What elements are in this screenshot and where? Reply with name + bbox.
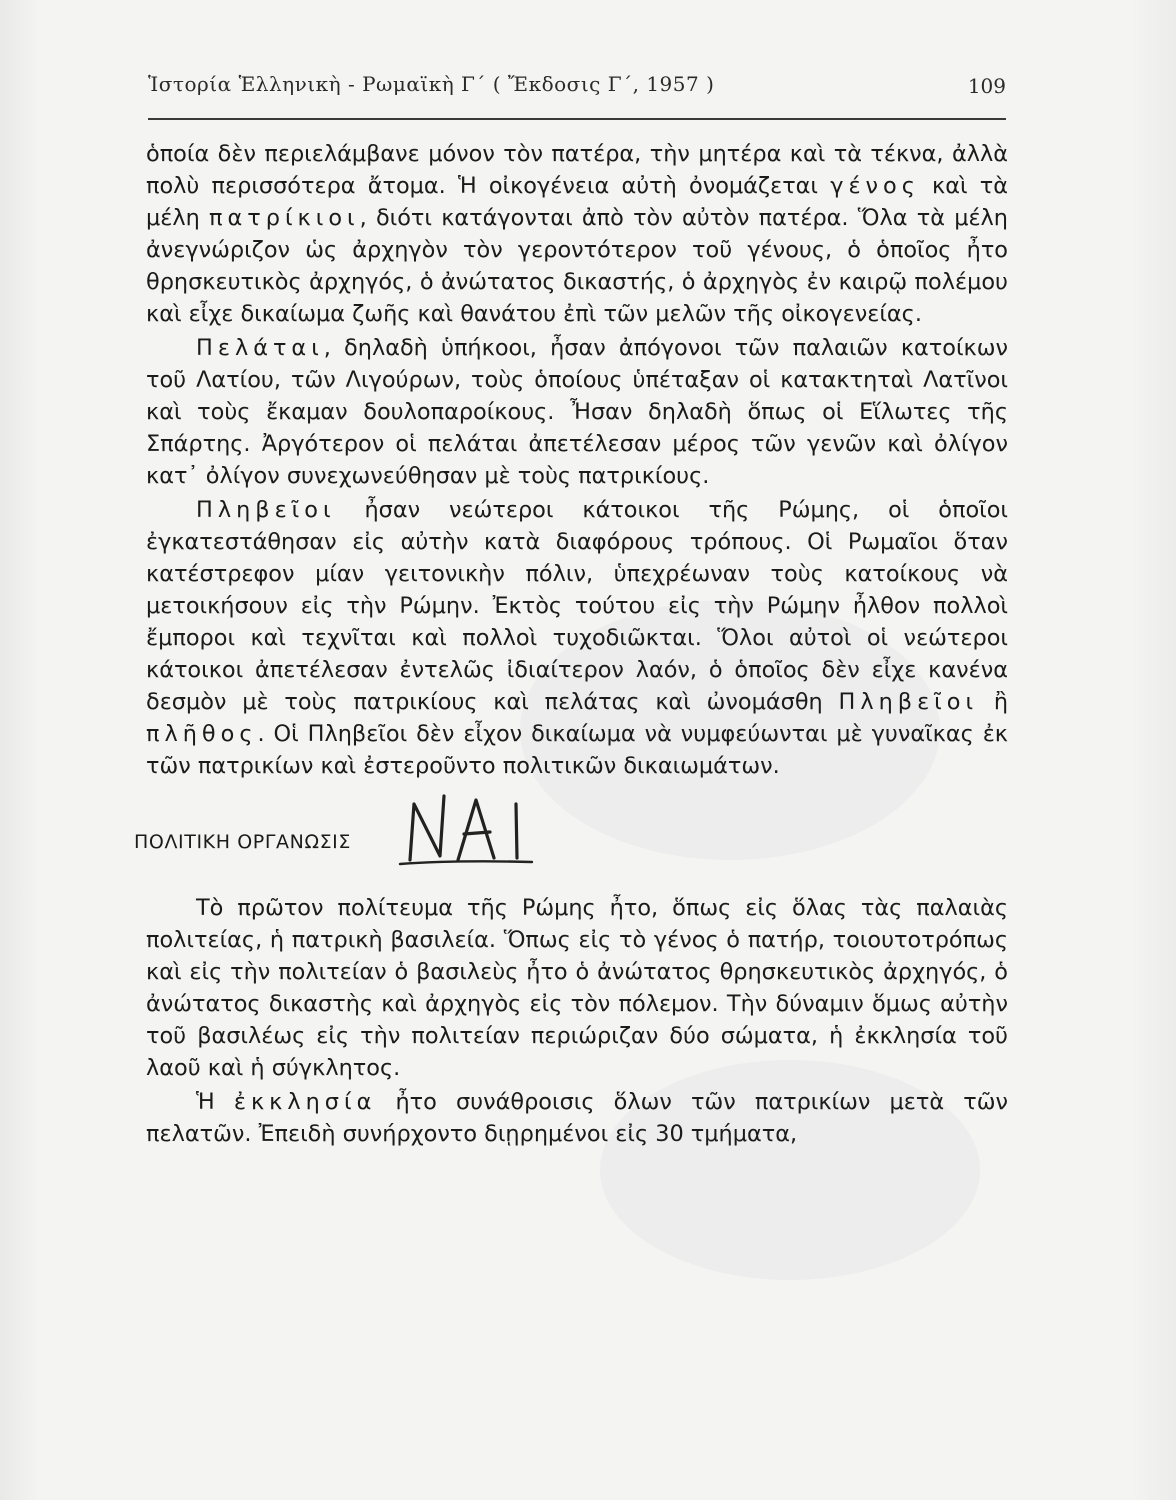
paragraph-ekklesia — [146, 1086, 1008, 1150]
text-run: ἢ — [978, 689, 1009, 715]
paragraph-constitution — [146, 892, 1008, 1084]
emphasized-term: πατρίκιοι — [209, 205, 360, 231]
running-head: Ἱστορία Ἑλληνικὴ - Ρωμαϊκὴ Γ΄ ( Ἔκδοσις Γ΄, 1957 ) — [148, 72, 715, 96]
text-run: καὶ τὰ μέλη — [146, 173, 1008, 231]
paragraph-plebeioi — [146, 494, 1008, 782]
text-run: ἦτο συνάθροισις ὅλων τῶν πατρικίων μετὰ τῶν πελατῶν. Ἐπειδὴ συνήρχοντο διῃρημένοι εἰς 30 τμήματα, — [146, 1089, 1009, 1147]
emphasized-term: γένος — [830, 173, 920, 199]
text-run: ὁποία δὲν περιελάμβανε μόνον τὸν πατέρα, τὴν μητέρα καὶ τὰ τέκνα, ἀλλὰ πολὺ περισσότερα ἄτομα. Ἡ οἰκογένεια αὐτὴ ὀνομάζεται — [146, 141, 1008, 199]
emphasized-term: ἐκκλησία — [233, 1089, 377, 1115]
paragraph-genos — [146, 138, 1008, 330]
text-run: Ἡ — [196, 1089, 234, 1115]
emphasized-term: Πελάται — [196, 335, 324, 361]
section-heading: ΠΟΛΙΤΙΚΗ ΟΡΓΑΝΩΣΙΣ — [134, 831, 351, 853]
emphasized-term: πλῆθος — [146, 721, 258, 747]
emphasized-term: Πληβεῖοι — [838, 689, 979, 715]
text-run: ἦσαν νεώτεροι κάτοικοι τῆς Ρώμης, οἱ ὁποῖοι ἐγκατεστάθησαν εἰς αὐτὴν κατὰ διαφόρους τρόπους. Οἱ Ρωμαῖοι ὅταν κατέστρεφον μίαν γειτονικὴν πόλιν, ὑπεχρέωναν τοὺς κατοίκους νὰ μετοικήσουν εἰς τὴν Ρώμην. Ἐκτὸς τούτου εἰς τὴν Ρώμην ἦλθον πολλοὶ ἔμποροι καὶ τεχνῖται καὶ πολλοὶ τυχοδιῶκται. Ὅλοι αὐτοὶ οἱ νεώτεροι κάτοικοι ἀπετέλεσαν ἐντελῶς ἰδιαίτερον λαόν, ὁ ὁποῖος δὲν εἶχε κανένα δεσμὸν μὲ τοὺς πατρικίους καὶ πελάτας καὶ ὠνομάσθη — [146, 497, 1008, 715]
text-run: , διότι κατάγονται ἀπὸ τὸν αὐτὸν πατέρα. Ὅλα τὰ μέλη ἀνεγνώριζον ὡς ἀρχηγὸν τὸν γεροντότερον τοῦ γένους, ὁ ὁποῖος ἦτο θρησκευτικὸς ἀρχηγός, ὁ ἀνώτατος δικαστής, ὁ ἀρχηγὸς ἐν καιρῷ πολέμου καὶ εἶχε δικαίωμα ζωῆς καὶ θανάτου ἐπὶ τῶν μελῶν τῆς οἰκογενείας. — [146, 205, 1008, 327]
text-run: Τὸ πρῶτον πολίτευμα τῆς Ρώμης ἦτο, ὅπως εἰς ὅλας τὰς παλαιὰς πολιτείας, ἡ πατρικὴ βασιλεία. Ὅπως εἰς τὸ γένος ὁ πατήρ, τοιουτοτρόπως καὶ εἰς τὴν πολιτείαν ὁ βασιλεὺς ἦτο ὁ ἀνώτατος θρησκευτικὸς ἀρχηγός, ὁ ἀνώτατος δικαστὴς καὶ ἀρχηγὸς εἰς τὸν πόλεμον. Τὴν δύναμιν ὅμως αὐτὴν τοῦ βασιλέως εἰς τὴν πολιτείαν περιώριζαν δύο σώματα, ἡ ἐκκλησία τοῦ λαοῦ καὶ ἡ σύγκλητος. — [146, 895, 1008, 1081]
text-run: , δηλαδὴ ὑπήκοοι, ἦσαν ἀπόγονοι τῶν παλαιῶν κατοίκων τοῦ Λατίου, τῶν Λιγούρων, τοὺς ὁποίους ὑπέταξαν οἱ κατακτηταὶ Λατῖνοι καὶ τοὺς ἔκαμαν δουλοπαροίκους. Ἦσαν δηλαδὴ ὅπως οἱ Εἵλωτες τῆς Σπάρτης. Ἀργότερον οἱ πελάται ἀπετέλεσαν μέρος τῶν γενῶν καὶ ὀλίγον κατ᾽ ὀλίγον συνεχωνεύθησαν μὲ τοὺς πατρικίους. — [146, 335, 1008, 489]
section-heading-row — [134, 798, 1008, 874]
text-run: . Οἱ Πληβεῖοι δὲν εἶχον δικαίωμα νὰ νυμφεύωνται μὲ γυναῖκας ἐκ τῶν πατρικίων καὶ ἐστεροῦντο πολιτικῶν δικαιωμάτων. — [146, 721, 1008, 779]
page-number: 109 — [967, 74, 1006, 98]
body-text — [134, 138, 1009, 1150]
page-header — [148, 72, 1006, 120]
handwritten-note — [396, 786, 536, 868]
emphasized-term: Πληβεῖοι — [196, 497, 336, 523]
paragraph-pelatai — [146, 332, 1008, 492]
